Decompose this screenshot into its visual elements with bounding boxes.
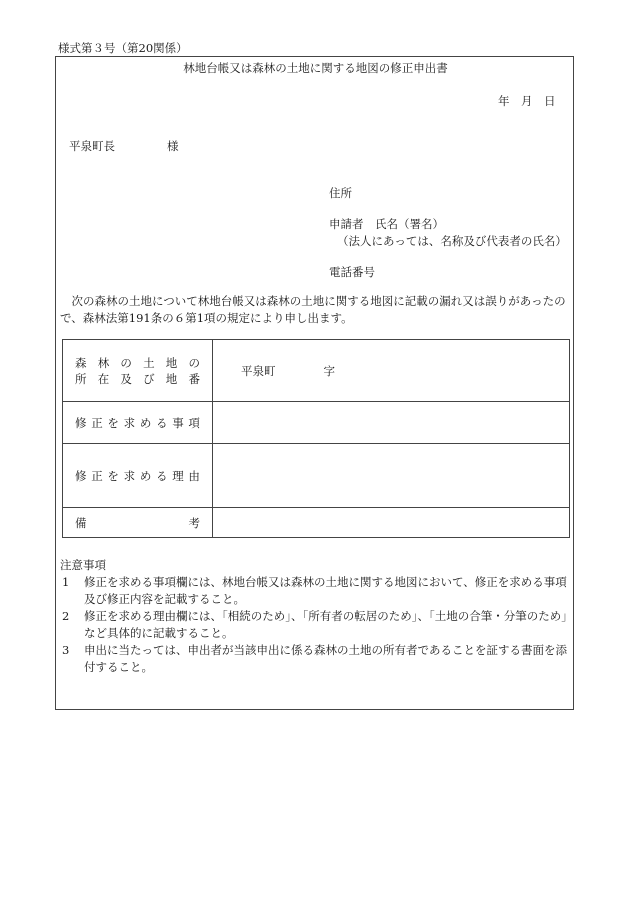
label-char: の [120,355,132,370]
phone-label: 電話番号 [329,265,375,279]
applicant-label: 申請者 氏名（署名） [329,217,444,231]
addressee-suffix: 様 [167,139,179,153]
note-item-1 [60,574,572,608]
application-table [62,339,570,538]
label-char: の [188,355,200,370]
label-char: 林 [97,355,110,370]
table-row-item [63,402,570,444]
label-char: 修 [75,415,87,430]
note-text: 申出に当たっては、申出者が当該申出に係る森林の土地の所有者であることを証する書面を添付すること。 [84,643,567,674]
location-label-line1 [75,355,200,371]
reason-label [75,468,200,484]
table-row-location [63,340,570,402]
applicant-note: （法人にあっては、名称及び代表者の氏名） [337,234,567,248]
label-char: 番 [188,371,200,386]
label-char: 正 [91,415,103,430]
notes-section [60,557,572,676]
label-char: る [156,468,168,483]
note-number: 2 [62,609,70,623]
label-char: 求 [123,415,136,430]
label-char: 由 [188,468,200,483]
date-line: 年 月 日 [498,94,556,108]
form-number: 様式第３号（第20関係） [58,41,188,55]
remarks-label-cell [63,508,213,538]
label-char: 事 [172,415,184,430]
table-row-reason [63,444,570,508]
label-char: め [139,415,152,430]
label-char: 正 [91,468,103,483]
label-char: 所 [75,371,87,386]
label-char: 地 [165,355,178,370]
label-char: び [143,371,155,386]
location-aza: 字 [323,363,335,378]
notes-heading: 注意事項 [60,558,106,572]
label-char: を [107,415,119,430]
label-char: る [156,415,168,430]
addressee-name: 平泉町長 [69,139,115,153]
label-char: 及 [120,371,132,386]
location-value-cell[interactable] [213,340,570,402]
location-town: 平泉町 [241,363,276,378]
item-label-cell [63,402,213,444]
label-char: 地 [165,371,178,386]
table-row-remarks [63,508,570,538]
item-value-cell[interactable] [213,402,570,444]
remarks-label [75,515,200,531]
location-label-cell [63,340,213,402]
note-text: 修正を求める事項欄には、林地台帳又は森林の土地に関する地図において、修正を求める事項及び修正内容を記載すること。 [84,575,567,606]
item-label [75,415,200,431]
label-char: 森 [75,355,87,370]
label-char: め [139,468,152,483]
note-item-2 [60,608,572,642]
remarks-value-cell[interactable] [213,508,570,538]
remarks-label-b: 考 [188,515,200,530]
address-label: 住所 [329,186,352,200]
note-number: 3 [62,643,70,657]
note-item-3 [60,642,572,676]
label-char: を [107,468,119,483]
label-char: 理 [172,468,184,483]
body-text: 次の森林の土地について林地台帳又は森林の土地に関する地図に記載の漏れ又は誤りがあったので、森林法第191条の６第1項の規定により申し出ます。 [60,294,566,325]
note-number: 1 [62,575,70,589]
reason-value-cell[interactable] [213,444,570,508]
form-frame [55,56,574,710]
remarks-label-a: 備 [75,515,87,530]
location-label-line2 [75,371,200,387]
label-char: 求 [123,468,136,483]
note-text: 修正を求める理由欄には、「相続のため」、「所有者の転居のため」、「土地の合筆・分筆のため」など具体的に記載すること。 [84,609,567,640]
document-title: 林地台帳又は森林の土地に関する地図の修正申出書 [183,61,448,75]
reason-label-cell [63,444,213,508]
addressee [69,138,179,154]
label-char: 土 [143,355,155,370]
label-char: 項 [188,415,200,430]
label-char: 在 [97,371,110,386]
label-char: 修 [75,468,87,483]
